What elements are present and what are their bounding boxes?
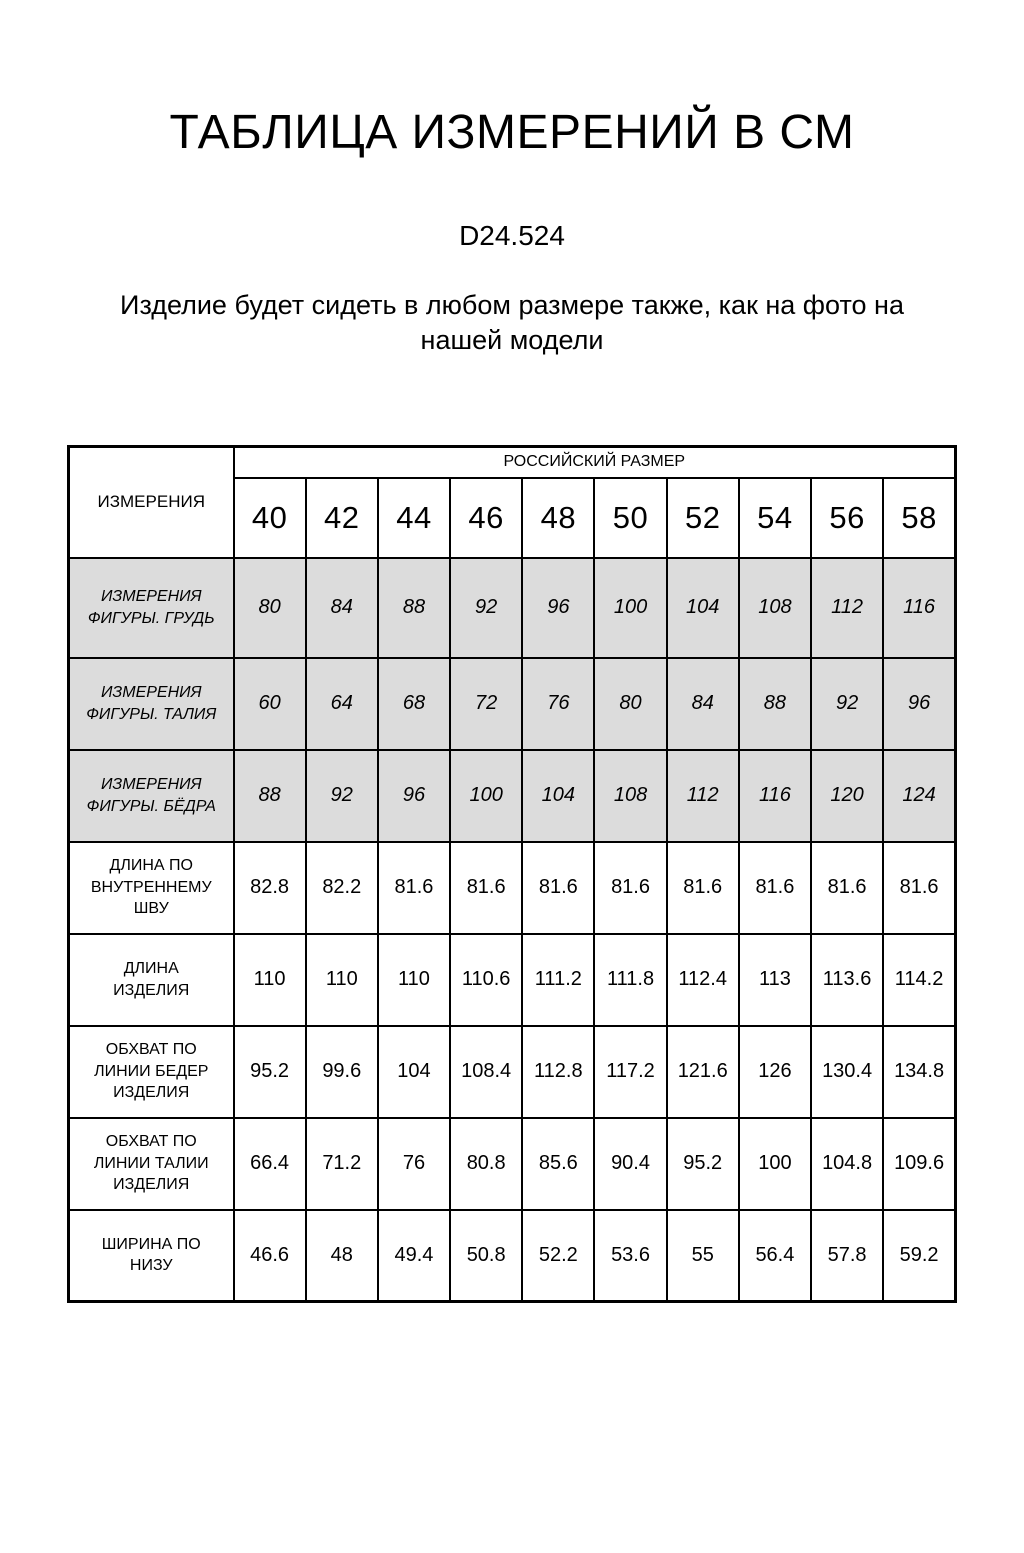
table-row xyxy=(69,1210,956,1302)
measurement-sheet xyxy=(0,105,1024,1553)
row-label: ИЗМЕРЕНИЯ ФИГУРЫ. БЁДРА xyxy=(69,750,234,842)
value-cell: 126 xyxy=(739,1026,811,1118)
value-cell: 121.6 xyxy=(667,1026,739,1118)
value-cell: 90.4 xyxy=(594,1118,666,1210)
size-column-header: 40 xyxy=(234,478,306,558)
value-cell: 134.8 xyxy=(883,1026,955,1118)
value-cell: 81.6 xyxy=(667,842,739,934)
value-cell: 57.8 xyxy=(811,1210,883,1302)
value-cell: 100 xyxy=(594,558,666,658)
value-cell: 110 xyxy=(378,934,450,1026)
row-label: ОБХВАТ ПО ЛИНИИ ТАЛИИ ИЗДЕЛИЯ xyxy=(69,1118,234,1210)
value-cell: 111.8 xyxy=(594,934,666,1026)
value-cell: 110.6 xyxy=(450,934,522,1026)
value-cell: 104 xyxy=(378,1026,450,1118)
value-cell: 104 xyxy=(522,750,594,842)
value-cell: 48 xyxy=(306,1210,378,1302)
value-cell: 49.4 xyxy=(378,1210,450,1302)
value-cell: 81.6 xyxy=(594,842,666,934)
value-cell: 80 xyxy=(594,658,666,750)
row-label: ИЗМЕРЕНИЯ ФИГУРЫ. ГРУДЬ xyxy=(69,558,234,658)
value-cell: 52.2 xyxy=(522,1210,594,1302)
row-label: ДЛИНА ИЗДЕЛИЯ xyxy=(69,934,234,1026)
page-title: ТАБЛИЦА ИЗМЕРЕНИЙ В СМ xyxy=(169,106,855,159)
value-cell: 81.6 xyxy=(811,842,883,934)
table-row xyxy=(69,1026,956,1118)
value-cell: 100 xyxy=(450,750,522,842)
value-cell: 84 xyxy=(667,658,739,750)
value-cell: 64 xyxy=(306,658,378,750)
row-label: ШИРИНА ПО НИЗУ xyxy=(69,1210,234,1302)
value-cell: 96 xyxy=(522,558,594,658)
group-header-row xyxy=(69,447,956,478)
value-cell: 59.2 xyxy=(883,1210,955,1302)
size-column-header: 48 xyxy=(522,478,594,558)
value-cell: 104 xyxy=(667,558,739,658)
size-column-header: 42 xyxy=(306,478,378,558)
product-code: D24.524 xyxy=(459,220,565,251)
table-row xyxy=(69,750,956,842)
value-cell: 68 xyxy=(378,658,450,750)
row-label: ДЛИНА ПО ВНУТРЕННЕМУ ШВУ xyxy=(69,842,234,934)
value-cell: 76 xyxy=(522,658,594,750)
value-cell: 99.6 xyxy=(306,1026,378,1118)
table-row xyxy=(69,558,956,658)
value-cell: 104.8 xyxy=(811,1118,883,1210)
value-cell: 108 xyxy=(594,750,666,842)
table-row xyxy=(69,842,956,934)
value-cell: 112 xyxy=(811,558,883,658)
value-cell: 96 xyxy=(378,750,450,842)
value-cell: 109.6 xyxy=(883,1118,955,1210)
value-cell: 81.6 xyxy=(739,842,811,934)
value-cell: 92 xyxy=(811,658,883,750)
value-cell: 113.6 xyxy=(811,934,883,1026)
size-column-header: 54 xyxy=(739,478,811,558)
value-cell: 100 xyxy=(739,1118,811,1210)
measurements-table xyxy=(67,445,957,1303)
value-cell: 116 xyxy=(739,750,811,842)
value-cell: 85.6 xyxy=(522,1118,594,1210)
value-cell: 88 xyxy=(739,658,811,750)
value-cell: 95.2 xyxy=(234,1026,306,1118)
row-label: ОБХВАТ ПО ЛИНИИ БЕДЕР ИЗДЕЛИЯ xyxy=(69,1026,234,1118)
value-cell: 81.6 xyxy=(450,842,522,934)
value-cell: 66.4 xyxy=(234,1118,306,1210)
value-cell: 112.4 xyxy=(667,934,739,1026)
value-cell: 112.8 xyxy=(522,1026,594,1118)
value-cell: 60 xyxy=(234,658,306,750)
value-cell: 76 xyxy=(378,1118,450,1210)
value-cell: 56.4 xyxy=(739,1210,811,1302)
value-cell: 130.4 xyxy=(811,1026,883,1118)
value-cell: 112 xyxy=(667,750,739,842)
value-cell: 80 xyxy=(234,558,306,658)
table-row xyxy=(69,934,956,1026)
russian-size-header: РОССИЙСКИЙ РАЗМЕР xyxy=(234,447,956,478)
row-label: ИЗМЕРЕНИЯ ФИГУРЫ. ТАЛИЯ xyxy=(69,658,234,750)
table-row xyxy=(69,658,956,750)
value-cell: 124 xyxy=(883,750,955,842)
size-column-header: 58 xyxy=(883,478,955,558)
value-cell: 120 xyxy=(811,750,883,842)
value-cell: 46.6 xyxy=(234,1210,306,1302)
size-column-header: 52 xyxy=(667,478,739,558)
value-cell: 50.8 xyxy=(450,1210,522,1302)
table-row xyxy=(69,1118,956,1210)
size-column-header: 46 xyxy=(450,478,522,558)
value-cell: 88 xyxy=(234,750,306,842)
value-cell: 95.2 xyxy=(667,1118,739,1210)
value-cell: 113 xyxy=(739,934,811,1026)
value-cell: 55 xyxy=(667,1210,739,1302)
value-cell: 110 xyxy=(234,934,306,1026)
size-column-header: 44 xyxy=(378,478,450,558)
table-header xyxy=(69,447,956,558)
size-column-header: 56 xyxy=(811,478,883,558)
value-cell: 71.2 xyxy=(306,1118,378,1210)
value-cell: 81.6 xyxy=(522,842,594,934)
value-cell: 82.2 xyxy=(306,842,378,934)
value-cell: 82.8 xyxy=(234,842,306,934)
value-cell: 108 xyxy=(739,558,811,658)
value-cell: 114.2 xyxy=(883,934,955,1026)
size-column-header: 50 xyxy=(594,478,666,558)
value-cell: 81.6 xyxy=(883,842,955,934)
value-cell: 72 xyxy=(450,658,522,750)
fit-note: Изделие будет сидеть в любом размере также, как на фото на нашей модели xyxy=(120,290,904,355)
value-cell: 110 xyxy=(306,934,378,1026)
value-cell: 92 xyxy=(450,558,522,658)
value-cell: 88 xyxy=(378,558,450,658)
value-cell: 81.6 xyxy=(378,842,450,934)
value-cell: 84 xyxy=(306,558,378,658)
value-cell: 80.8 xyxy=(450,1118,522,1210)
measurements-corner-label: ИЗМЕРЕНИЯ xyxy=(69,447,234,558)
value-cell: 92 xyxy=(306,750,378,842)
value-cell: 108.4 xyxy=(450,1026,522,1118)
value-cell: 117.2 xyxy=(594,1026,666,1118)
value-cell: 96 xyxy=(883,658,955,750)
value-cell: 111.2 xyxy=(522,934,594,1026)
table-body xyxy=(69,558,956,1302)
value-cell: 53.6 xyxy=(594,1210,666,1302)
value-cell: 116 xyxy=(883,558,955,658)
